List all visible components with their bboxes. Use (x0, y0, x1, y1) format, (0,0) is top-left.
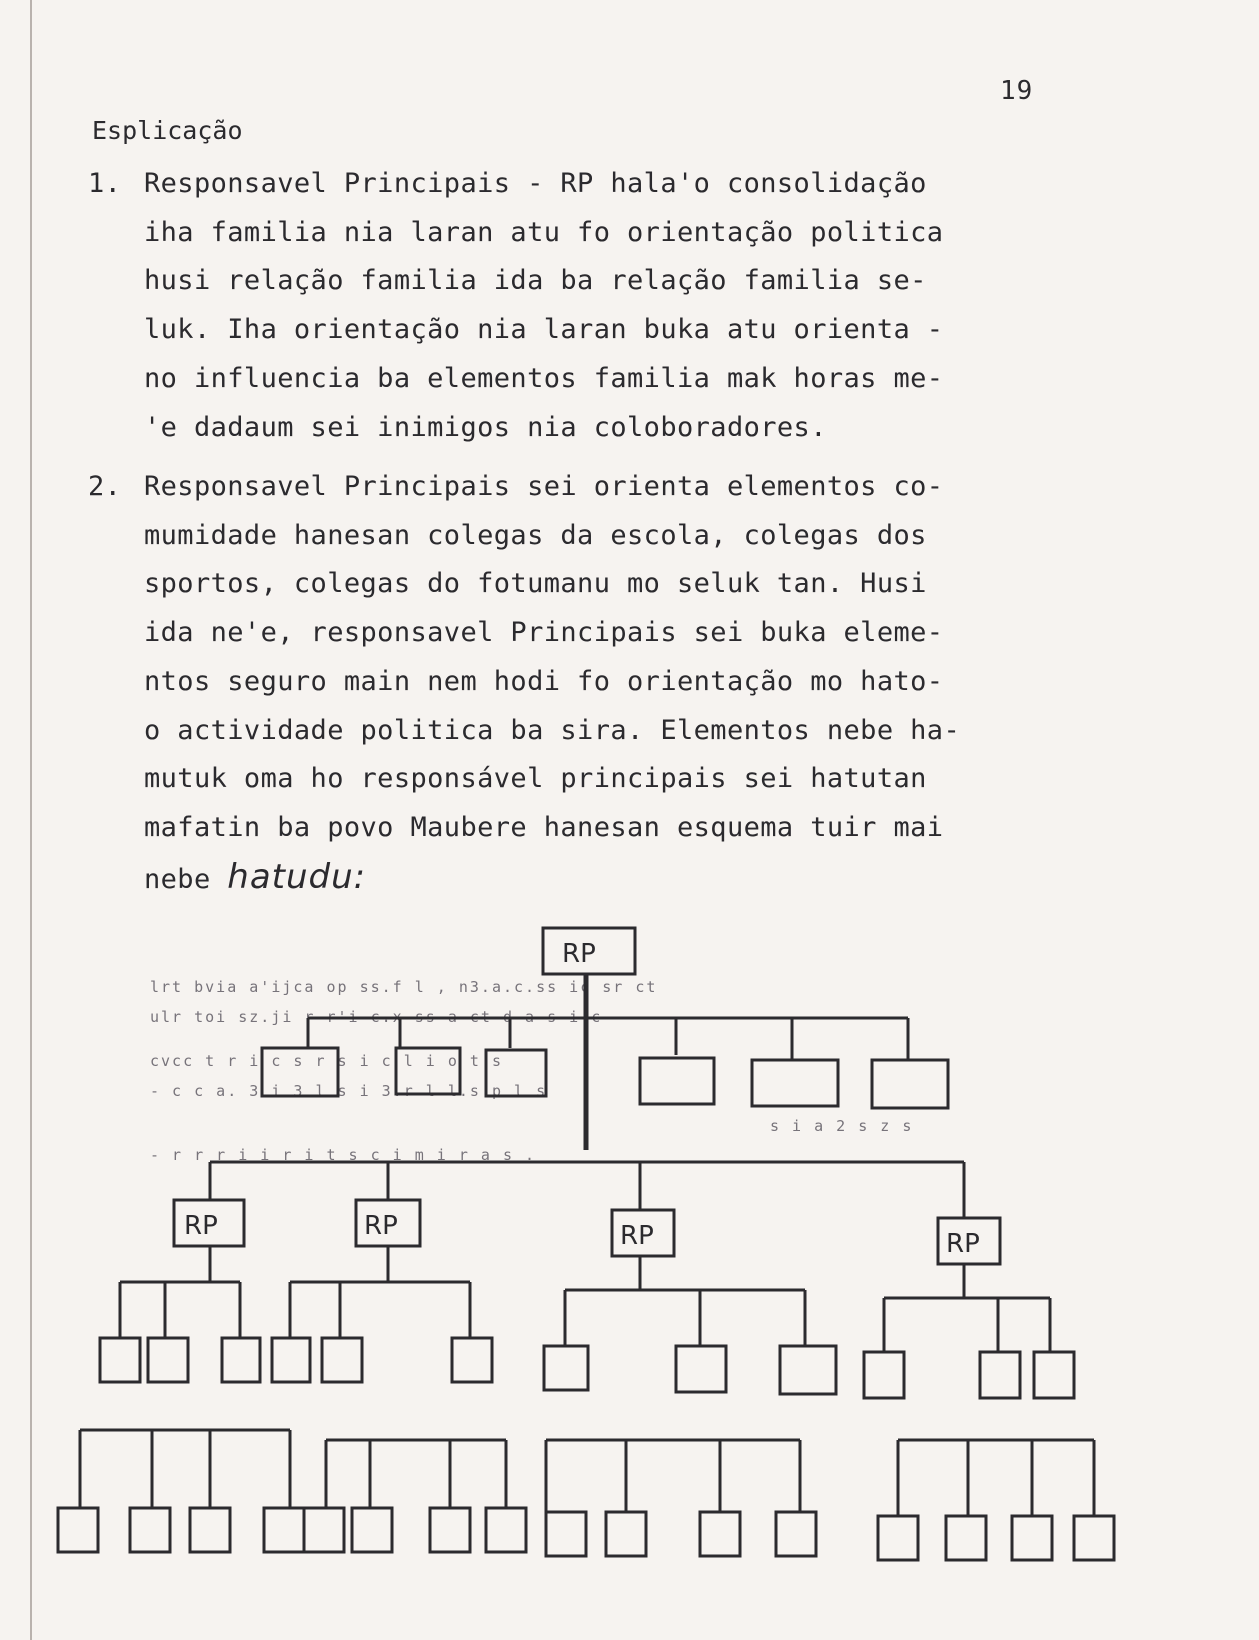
org-box (864, 1352, 904, 1398)
text-line: Responsavel Principais - RP hala'o consolidação (144, 168, 927, 199)
org-box (130, 1508, 170, 1552)
show-through-text: - r r r i i r i t s c i m i r a s . (150, 1146, 537, 1164)
org-box (58, 1508, 98, 1552)
heading: Esplicação (92, 116, 243, 145)
show-through-text: lrt bvia a'ijca op ss.f l , n3.a.c.ss ic sr ct (150, 978, 658, 996)
org-box (486, 1508, 526, 1552)
text-line: o actividade politica ba sira. Elementos nebe ha- (144, 714, 961, 746)
org-box (148, 1338, 188, 1382)
rp-label: RP (946, 1229, 980, 1259)
text-line: ida ne'e, responsavel Principais sei buka eleme- (144, 617, 944, 649)
text-line: mumidade hanesan colegas da escola, colegas dos (144, 519, 927, 551)
text-line: iha familia nia laran atu fo orientação politica (144, 216, 944, 248)
org-box (878, 1516, 918, 1560)
org-box (190, 1508, 230, 1552)
org-box (872, 1060, 948, 1108)
text-line: 'e dadaum sei inimigos nia coloboradores. (144, 411, 827, 443)
show-through-text: s i a 2 s z s (770, 1117, 914, 1135)
org-box (1034, 1352, 1074, 1398)
typed-word: nebe (144, 863, 211, 895)
org-box (752, 1060, 838, 1106)
org-box (544, 1346, 588, 1390)
org-box (100, 1338, 140, 1382)
org-box (640, 1058, 714, 1104)
org-box (304, 1508, 344, 1552)
org-box (352, 1508, 392, 1552)
item-number: 1. (88, 168, 122, 199)
org-box (546, 1512, 586, 1556)
org-box (980, 1352, 1020, 1398)
org-box (262, 1048, 338, 1096)
org-box (776, 1512, 816, 1556)
page-number: 19 (1000, 76, 1034, 106)
org-box (676, 1346, 726, 1392)
org-box (222, 1338, 260, 1382)
org-box (700, 1512, 740, 1556)
show-through-text: - c c a. 3 i 3 l s i 3.r l l.s p l s (150, 1082, 548, 1100)
org-box (272, 1338, 310, 1382)
show-through-text: cvcc t r i c s r s i c l i o t s (150, 1052, 503, 1070)
org-box (322, 1338, 362, 1382)
text-line: luk. Iha orientação nia laran buka atu orienta - (144, 314, 944, 346)
rp-label: RP (620, 1221, 654, 1251)
text-line: Responsavel Principais sei orienta elementos co- (144, 471, 944, 502)
handwritten-word: hatudu: (227, 856, 367, 897)
text-line: mutuk oma ho responsável principais sei hatutan (144, 763, 927, 795)
text-line: husi relação familia ida ba relação familia se- (144, 265, 927, 297)
org-box (946, 1516, 986, 1560)
org-box (780, 1346, 836, 1394)
rp-label: RP (184, 1211, 218, 1241)
show-through-text: ulr toi sz.ji r r'i c.x ss a ct d a s i c (150, 1008, 603, 1026)
org-box (264, 1508, 304, 1552)
text-line: sportos, colegas do fotumanu mo seluk tan. Husi (144, 568, 927, 600)
org-box (1074, 1516, 1114, 1560)
text-line: mafatin ba povo Maubere hanesan esquema tuir mai (144, 811, 944, 843)
text-line: no influencia ba elementos familia mak horas me- (144, 362, 944, 394)
text-line: ntos seguro main nem hodi fo orientação mo hato- (144, 665, 944, 697)
org-box (1012, 1516, 1052, 1560)
org-box (430, 1508, 470, 1552)
org-box (452, 1338, 492, 1382)
org-box (396, 1048, 460, 1094)
item-number: 2. (88, 471, 122, 502)
rp-label-top: RP (562, 939, 596, 969)
org-box (486, 1050, 546, 1096)
org-box (606, 1512, 646, 1556)
rp-label: RP (364, 1211, 398, 1241)
